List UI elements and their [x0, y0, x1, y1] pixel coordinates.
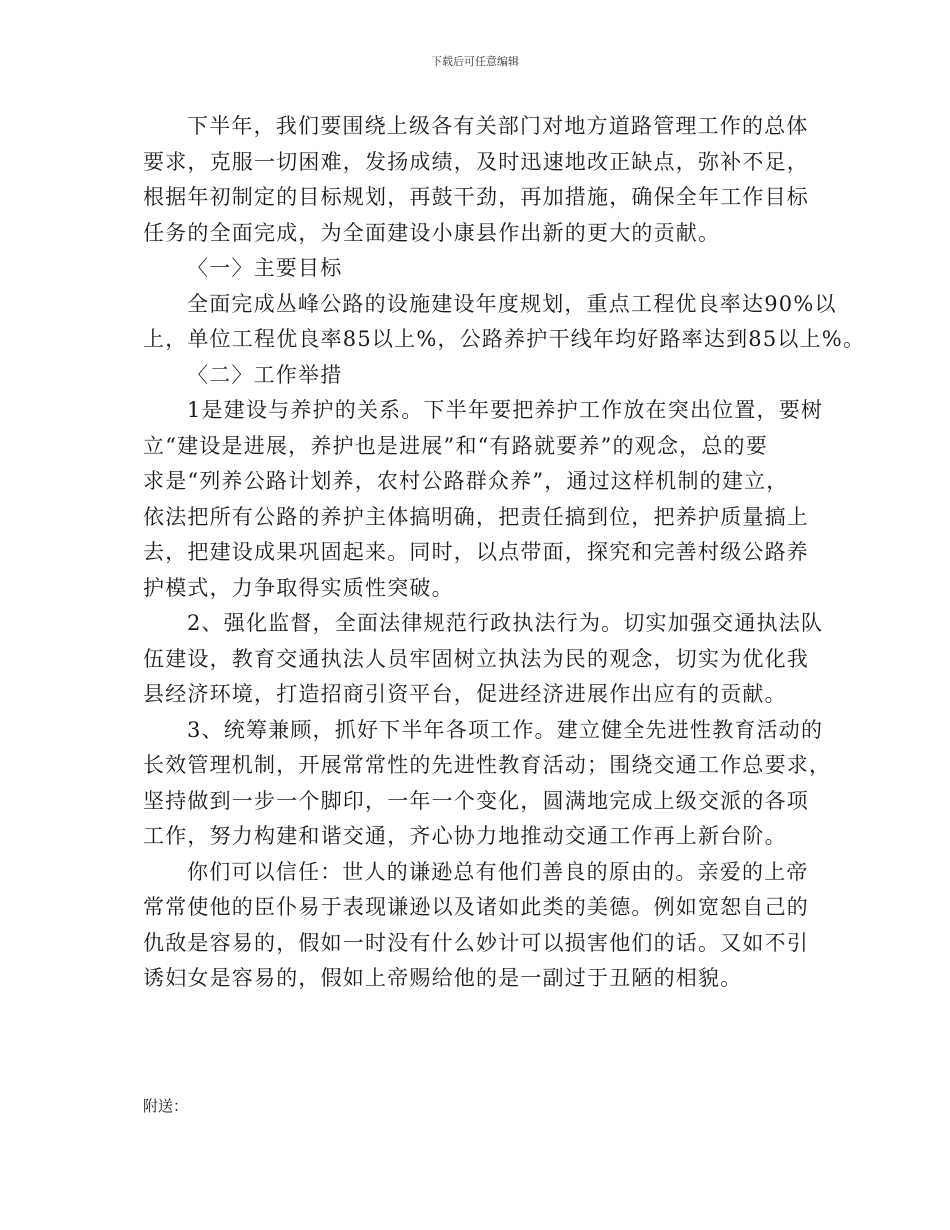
text-line: 你们可以信任：世人的谦逊总有他们善良的原由的。亲爱的上帝 [187, 859, 809, 884]
text-line: 常常使他的臣仆易于表现谦逊以及诸如此类的美德。例如宽恕自己的 [143, 895, 809, 919]
text-line: 根据年初制定的目标规划，再鼓干劲，再加措施，确保全年工作目标 [143, 185, 809, 209]
text-line: 求是“列养公路计划养，农村公路群众养”，通过这样机制的建立， [143, 469, 789, 493]
section-heading: 〈二〉工作举措 [187, 362, 343, 387]
text-line: 上，单位工程优良率85以上%，公路养护干线年均好路率达到85以上%。 [143, 327, 866, 351]
text-line: 诱妇女是容易的，假如上帝赐给他的是一副过于丑陋的相貌。 [143, 966, 743, 990]
paragraph [143, 287, 866, 358]
attachment-label: 附送： [143, 1097, 189, 1115]
paragraph [143, 109, 823, 251]
text-line: 县经济环境，打造招商引资平台，促进经济进展作出应有的贡献。 [143, 682, 787, 706]
paragraph [143, 393, 823, 606]
section-heading: 〈一〉主要目标 [187, 256, 343, 280]
header-note: 下载后可任意编辑 [431, 55, 519, 68]
text-line: 护模式，力争取得实质性突破。 [143, 575, 454, 600]
text-line: 3、统筹兼顾，抓好下半年各项工作。建立健全先进性教育活动的 [187, 717, 824, 742]
text-line: 坚持做到一步一个脚印，一年一个变化，圆满地完成上级交派的各项 [143, 788, 809, 813]
text-line: 下半年，我们要围绕上级各有关部门对地方道路管理工作的总体 [187, 114, 809, 138]
text-line: 1是建设与养护的关系。下半年要把养护工作放在突出位置，要树 [187, 398, 824, 422]
paragraph [143, 713, 832, 855]
text-line: 长效管理机制，开展常常性的先进性教育活动；围绕交通工作总要求， [143, 753, 832, 777]
paragraph [143, 606, 823, 713]
text-line: 2、强化监督，全面法律规范行政执法行为。切实加强交通执法队 [187, 611, 824, 635]
text-line: 仇敌是容易的，假如一时没有什么妙计可以损害他们的话。又如不引 [143, 930, 809, 955]
text-line: 立“建设是进展，养护也是进展”和“有路就要养”的观念，总的要 [143, 433, 768, 458]
text-line: 依法把所有公路的养护主体搞明确，把责任搞到位，把养护质量搞上 [143, 504, 809, 529]
text-line: 工作，努力构建和谐交通，齐心协力地推动交通工作再上新台阶。 [143, 824, 787, 848]
text-line: 任务的全面完成，为全面建设小康县作出新的更大的贡献。 [143, 220, 721, 245]
text-line: 伍建设，教育交通执法人员牢固树立执法为民的观念，切实为优化我 [143, 646, 809, 671]
text-line: 去，把建设成果巩固起来。同时，以点带面，探究和完善村级公路养 [143, 540, 809, 564]
document-body [143, 109, 866, 997]
text-line: 全面完成丛峰公路的设施建设年度规划，重点工程优良率达90%以 [187, 291, 837, 316]
text-line: 要求，克服一切困难，发扬成绩，及时迅速地改正缺点，弥补不足， [143, 149, 809, 174]
paragraph [143, 855, 823, 997]
